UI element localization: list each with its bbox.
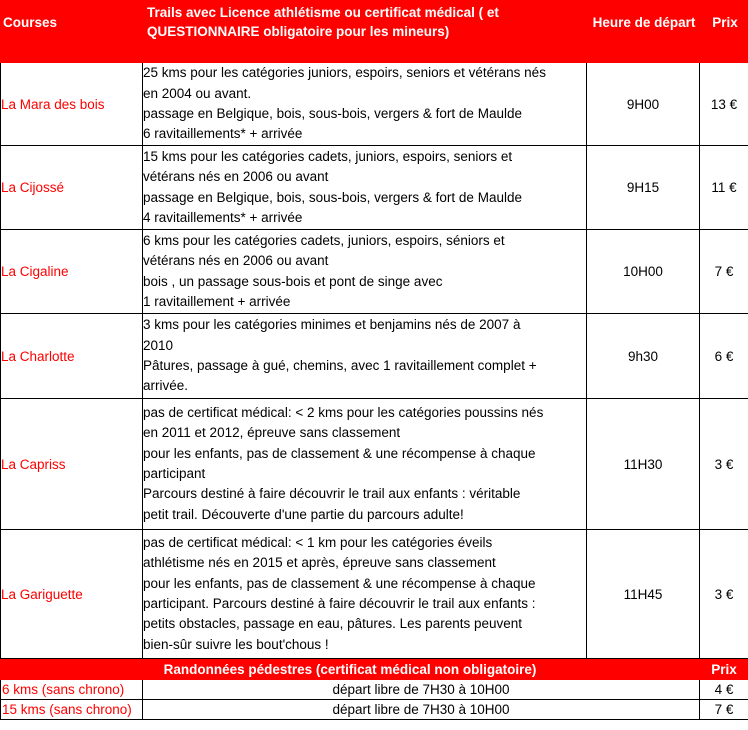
header-course: Courses [1,1,143,63]
header-departure: Heure de départ [587,1,700,63]
description-line: pour les enfants, pas de classement & une récompense à chaque [143,445,536,461]
description-line: pour les enfants, pas de classement & une récompense à chaque [143,575,536,591]
randonnee-departure: départ libre de 7H30 à 10H00 [143,680,700,700]
race-row [1,399,748,530]
header-price: Prix [700,1,748,63]
race-description [143,63,587,146]
description-line: 6 ravitaillements* + arrivée [143,126,303,142]
randonnee-name: 15 kms (sans chrono) [1,700,143,720]
header-description [143,1,587,63]
race-time: 11H45 [587,530,700,659]
race-time: 10H00 [587,230,700,314]
description-line: pas de certificat médical: < 1 km pour les catégories éveils [143,535,493,551]
description-line: 25 kms pour les catégories juniors, espoirs, seniors et vétérans nés [143,65,546,81]
description-line: 1 ravitaillement + arrivée [143,293,291,309]
description-line: 6 kms pour les catégories cadets, juniors, espoirs, séniors et [143,232,505,248]
description-line: vétérans nés en 2006 ou avant [143,169,329,185]
race-row [1,63,748,146]
race-description [143,230,587,314]
race-row [1,146,748,230]
race-row [1,530,748,659]
race-name: La Capriss [1,399,143,530]
header-description-line: QUESTIONNAIRE obligatoire pour les mineurs) [147,24,450,39]
description-line: bien-sûr suivre les bout'chous ! [143,636,329,652]
description-line: en 2011 et 2012, épreuve sans classement [143,425,401,441]
race-price: 7 € [700,230,748,314]
randonnees-header-row [1,659,748,680]
description-line: 3 kms pour les catégories minimes et benjamins nés de 2007 à [143,317,521,333]
description-line: bois , un passage sous-bois et pont de singe avec [143,273,443,289]
randonnee-row [1,700,748,720]
race-time: 11H30 [587,399,700,530]
description-line: petit trail. Découverte d'une partie du parcours adulte! [143,506,464,522]
race-description [143,314,587,399]
race-name: La Cijossé [1,146,143,230]
race-description [143,399,587,530]
description-line: arrivée. [143,378,189,394]
race-description [143,146,587,230]
race-name: La Cigaline [1,230,143,314]
race-name: La Charlotte [1,314,143,399]
description-line: petits obstacles, passage en eau, pâtures. Les parents peuvent [143,616,523,632]
description-line: 4 ravitaillements* + arrivée [143,209,303,225]
description-line: participant [143,466,206,481]
randonnee-price: 7 € [700,700,748,720]
race-name: La Mara des bois [1,63,143,146]
race-row [1,314,748,399]
race-price: 3 € [700,530,748,659]
race-row [1,230,748,314]
description-line: passage en Belgique, bois, sous-bois, vergers & fort de Maulde [143,106,522,121]
race-time: 9h30 [587,314,700,399]
description-line: passage en Belgique, bois, sous-bois, vergers & fort de Maulde [143,189,522,205]
randonnee-name: 6 kms (sans chrono) [1,680,143,700]
description-line: 15 kms pour les catégories cadets, juniors, espoirs, seniors et [143,148,513,164]
race-description [143,530,587,659]
header-description-line: Trails avec Licence athlétisme ou certificat médical ( et [147,5,499,20]
randonnee-price: 4 € [700,680,748,700]
description-line: athlétisme nés en 2015 et après, épreuve sans classement [143,555,496,571]
race-price: 6 € [700,314,748,399]
race-time: 9H15 [587,146,700,230]
description-line: en 2004 ou avant. [143,85,252,101]
race-price: 13 € [700,63,748,146]
randonnee-departure: départ libre de 7H30 à 10H00 [143,700,700,720]
description-line: pas de certificat médical: < 2 kms pour les catégories poussins nés [143,405,544,421]
race-price: 11 € [700,146,748,230]
race-name: La Gariguette [1,530,143,659]
description-line: 2010 [143,337,174,353]
race-price: 3 € [700,399,748,530]
header-row [1,1,748,63]
description-line: vétérans nés en 2006 ou avant [143,253,329,269]
description-line: participant. Parcours destiné à faire découvrir le trail aux enfants : [143,596,536,611]
race-time: 9H00 [587,63,700,146]
randonnee-row [1,680,748,700]
randonnees-title: Randonnées pédestres (certificat médical non obligatoire) [1,659,700,680]
randonnees-price-header: Prix [700,659,748,680]
description-line: Pâtures, passage à gué, chemins, avec 1 ravitaillement complet + [143,358,537,373]
description-line: Parcours destiné à faire découvrir le trail aux enfants : véritable [143,486,521,502]
